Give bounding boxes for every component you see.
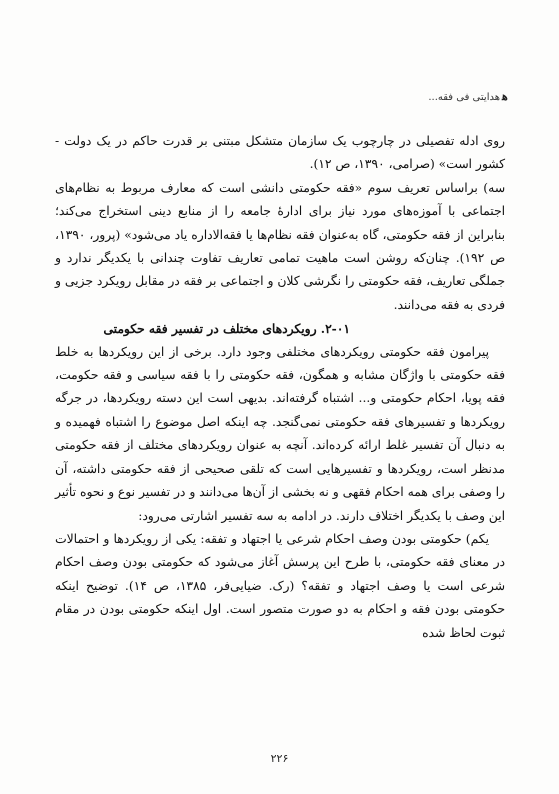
page-number: ۲۲۶	[270, 752, 289, 765]
page-body	[55, 130, 505, 645]
running-header: هدایتی فی فقه...	[428, 92, 500, 103]
paragraph: سه) براساس تعریف سوم «فقه حکومتی دانشی است که معارف مربوط به نظام‌های اجتماعی با آموزه‌های مورد نیاز برای ادارهٔ جامعه را از منابع دینی استخراج می‌کند؛ بنابراین از فقه حکومتی، گاه به‌عنوان فقه نظام‌ها یا فقه‌الاداره یاد می‌شود» (پرور، ۱۳۹۰، ص ۱۹۲). چنان‌که روشن است ماهیت تمامی تعاریف تفاوت چندانی با یکدیگر ندارد و جملگی تعاریف، فقه حکومتی را نگرشی کلان و اجتماعی بر فقه در مقابل رویکرد جزیی و فردی به فقه می‌دانند.	[55, 180, 505, 312]
paragraph: پیرامون فقه حکومتی رویکردهای مختلفی وجود دارد. برخی از این رویکردها به خلط فقه حکومتی با واژگان مشابه و همگون، فقه حکومتی را با فقه سیاسی و فقه حکومت، فقه پویا، احکام حکومتی و... اشتباه گرفته‌اند. بدیهی است این دسته رویکردها، در جرگه رویکردها و تفسیرهای فقه حکومتی نمی‌گنجد. چه اینکه اصل موضوع را اشتباه فهمیده و به دنبال آن تفسیر غلط ارائه کرده‌اند. آنچه به عنوان رویکردهای مختلف از فقه حکومتی مدنظر است، رویکردها و تفسیرهایی است که تلقی صحیحی از فقه حکومتی داشته، آن را وصفی برای همه احکام فقهی و نه بخشی از آن‌ها می‌دانند و در تفسیر نوع و نحوه تأثیر این وصف با یکدیگر اختلاف دارند. در ادامه به سه تفسیر اشارتی می‌رود:	[55, 344, 505, 523]
paragraph: روی ادله تفصیلی در چارچوب یک سازمان متشکل مبتنی بر قدرت حاکم در یک دولت - کشور است» (صرامی، ۱۳۹۰، ص ۱۲).	[55, 134, 505, 172]
header-ornament: ﻫ	[502, 90, 508, 103]
section-heading: ۲-۰۱. رویکردهای مختلف در تفسیر فقه حکومتی	[103, 321, 350, 337]
paragraph: یکم) حکومتی بودن وصف احکام شرعی یا اجتهاد و تفقه: یکی از رویکردها و احتمالات در معنای فقه حکومتی، با طرح این پرسش آغاز می‌شود که حکومتی بودن وصف احکام شرعی است یا وصف اجتهاد و تفقه؟ (رک. ضیایی‌فر، ۱۳۸۵، ص ۱۴). توضیح اینکه حکومتی بودن فقه و احکام به دو صورت متصور است. اول اینکه حکومتی بودن در مقام ثبوت لحاظ شده	[55, 531, 505, 640]
